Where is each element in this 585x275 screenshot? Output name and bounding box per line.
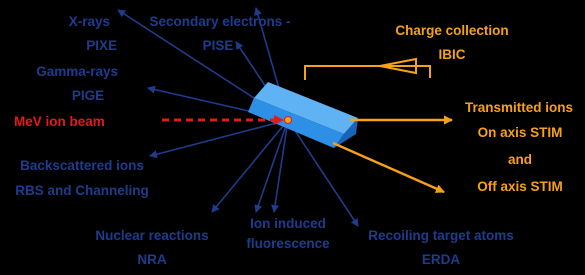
charge-collection-label: Charge collection xyxy=(395,23,509,38)
ion-induced-label: Ion induced xyxy=(250,216,326,231)
xrays-label: X-rays xyxy=(68,14,110,29)
and-label: and xyxy=(507,152,533,167)
gamma-rays-label: Gamma-rays xyxy=(36,64,118,79)
ibic-label: IBIC xyxy=(438,47,466,62)
beam-label: MeV ion beam xyxy=(14,114,105,129)
fluorescence-arrow xyxy=(256,120,288,212)
transmitted-ions-label: Transmitted ions xyxy=(464,100,574,115)
rbs-label: RBS and Channeling xyxy=(15,183,149,198)
backscatter-arrow xyxy=(150,120,288,156)
erda-label: ERDA xyxy=(421,252,461,267)
labels xyxy=(14,14,573,267)
backscattered-ions-label: Backscattered ions xyxy=(20,158,144,173)
off-axis-stim-arrow xyxy=(333,143,444,192)
off-axis-stim-label: Off axis STIM xyxy=(477,179,563,194)
nuclear-reactions-label: Nuclear reactions xyxy=(95,228,209,243)
fluorescence-label: fluorescence xyxy=(246,236,330,251)
charge-detector-icon xyxy=(305,59,430,80)
on-axis-stim-label: On axis STIM xyxy=(477,125,563,140)
secondary-electrons-label: Secondary electrons - xyxy=(149,14,291,29)
pige-label: PIGE xyxy=(71,88,105,103)
pixe-label: PIXE xyxy=(86,38,117,53)
sample-block-icon xyxy=(248,82,358,148)
pise-label: PISE xyxy=(202,38,234,53)
recoiling-atoms-label: Recoiling target atoms xyxy=(368,228,514,243)
nra-label: NRA xyxy=(137,252,167,267)
impact-point-icon xyxy=(285,117,292,124)
